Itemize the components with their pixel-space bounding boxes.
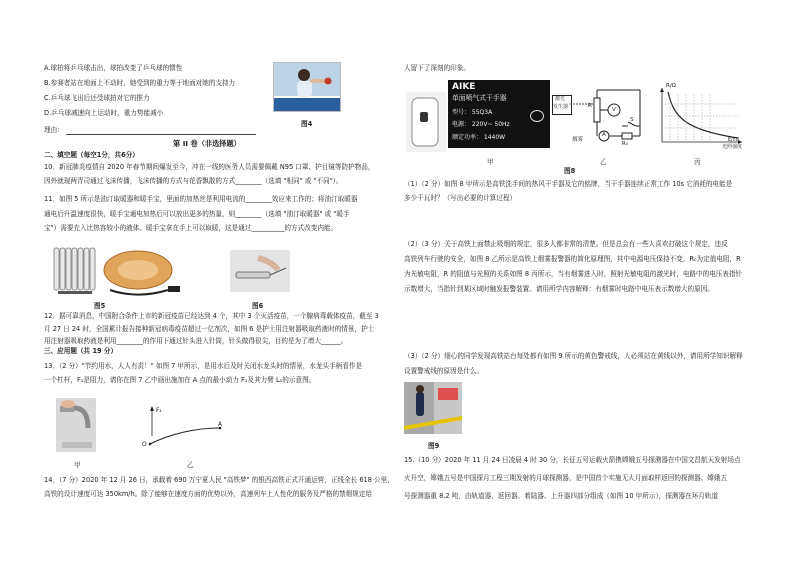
subq2-line-2: 高铁列车行驶的安全，如图 8 乙所示是高铁上烟雾报警器的简化原理图，其中电源电压保持不变，R₀为定值电阻，R — [404, 255, 741, 263]
figure-6-caption: 图6 — [252, 302, 264, 310]
part-2-title: 第 II 卷（非选择题） — [173, 139, 241, 148]
q11-line-2: 通电后升温速度很快，暖手宝通电加热后可以放出更多的热量，则________（选填 "油汀取暖器" 或 "暖手 — [44, 210, 350, 218]
figure-5-caption: 图5 — [94, 302, 106, 310]
voltmeter-label: V — [612, 107, 616, 113]
smoke-label: 烟雾 — [572, 137, 584, 143]
power-line: 额定功率： 1440W — [452, 134, 506, 141]
q11-line-1: 11．如图 5 所示是油汀取暖器和暖手宝，里面的加热丝是利用电流的________效应来工作的；将油汀取暖器 — [44, 195, 358, 203]
subq1-line-2: 多少千瓦时？（写出必要的计算过程） — [404, 194, 517, 202]
point-a-label: A — [218, 421, 223, 428]
q10-line-1: 10．新冠肺炎疫情自 2020 年春节期间爆发至今，冲在一线的医务人员需要佩戴 N95 口罩、护目镜等防护物品， — [44, 163, 375, 171]
reason-label: 理由： — [44, 126, 64, 134]
section-3-heading: 三、应用题（共 19 分） — [44, 347, 118, 355]
device-name: 单面喷气式干手器 — [452, 94, 507, 102]
voltage-line: 电源： 220V~ 50Hz — [452, 121, 510, 128]
generator-label: 发生器 — [553, 104, 569, 110]
option-c: C.乒乓球飞出后还受球拍对它的推力 — [44, 94, 150, 102]
q15-line-2: 火升空，嫦娥五号是中国探月工程三期发射的月球探测器，是中国首个实施无人月面取样返回的探测器。嫦娥五 — [404, 474, 728, 482]
hand-dryer-photo — [406, 92, 446, 152]
subq2-line-1: （2）（3 分）关于高铁上面禁止吸烟的规定，很多人都非常的清楚。但是总会有一些人喜欢打破这个规定，违反 — [404, 240, 728, 248]
faucet-photo — [56, 398, 96, 452]
option-a: A.球拍将乒乓球击出，球拍改变了乒乓球的惯性 — [44, 64, 183, 72]
section-2-heading: 二、填空题（每空1分，共6分） — [44, 151, 139, 159]
force-f1-label: F₁ — [156, 407, 162, 414]
q14-line-2: 高铁的设计速度可达 350km/h。除了能够在速度方面的优势以外，高速列车上人性化的服务及严格的禁烟规定给 — [44, 490, 373, 498]
graph-x-axis-label: 光照强度 — [722, 144, 743, 150]
ammeter-label: A — [602, 132, 606, 138]
brand-label: AIKE — [452, 82, 476, 92]
subq2-line-4: 示数增大，当指针到某区域时触发报警装置。请用所学内容解释：有烟雾时电路中电压表示数增大的原因。 — [404, 285, 714, 293]
q15-line-3: 号探测器重 8.2 吨，由轨道器、返回器、着陆器、上升器四部分组成（如图 10 甲所示），探测器在环月轨道 — [404, 492, 719, 500]
graph-x-axis-unit: E/cd — [728, 137, 739, 143]
figure-7-yi-label: 乙 — [187, 461, 194, 469]
oil-heater-image — [52, 242, 100, 296]
figure-8-caption: 图8 — [564, 167, 576, 175]
subq2-line-3: 为光敏电阻，R 的阻值与光照的关系如图 8 丙所示，当有烟雾进入时，照射光敏电阻的激光时，电路中的电压表指针 — [404, 270, 743, 278]
subq3-line-2: 设置警戒线的原因是什么。 — [404, 367, 484, 375]
resistor-r-label: R — [588, 103, 592, 109]
platform-warning-line-photo — [404, 382, 462, 434]
figure-8-yi-label: 乙 — [600, 158, 607, 166]
q10-line-2: 因外就现两青司通过飞沫传播，飞沫传播的方式与花香飘散的方式________（选填 "相同" 或 "不同"）。 — [44, 177, 343, 185]
subq1-line-1: （1）（2 分）如图 8 甲所示是高铁洗手间的热风干手器及它的铭牌，当干手器连续正常工作 10s 它消耗的电能是 — [404, 180, 733, 188]
q12-line-1: 12．据可靠消息，中国附合条件上市的新冠疫苗已经达到 4 个，其中 3 个灭活疫苗，一个腺病毒载体疫苗，截至 3 — [44, 312, 379, 320]
q14-line-1: 14．（7 分）2020 年 12 月 26 日，承载着 690 万宁夏人民 "高铁梦" 的银西高铁正式开通运营，正线全长 618 公里， — [44, 476, 394, 484]
q13-line-2: 一个杠杆，F₁是阻力，请你在图 7 乙中画出施加在 A 点的最小动力 F₁及其力臂 L₁的示意图。 — [44, 376, 316, 384]
q15-line-1: 15.（10 分）2020 年 11 月 24 日凌晨 4 时 30 分，长征五号运载火箭携嫦娥五号探测器在中国文昌航天发射场点 — [404, 456, 741, 464]
figure-8-jia-label: 甲 — [487, 158, 494, 166]
graph-y-axis-label: R/Ω — [666, 83, 676, 89]
q13-line-1: 13．（2 分）"节约用水，人人有责！" 如图 7 甲所示，是用水后及时关闭水龙头时的情景，水龙头手柄看作是 — [44, 362, 363, 370]
subq3-line-1: （3）（2 分）细心的同学发现高铁站台每处都有如图 9 所示的黄色警戒线，人必须站在黄线以外，请用所学知识解释 — [404, 352, 743, 360]
q12-line-3: 用注射器吸取药液是利用________的作用下通过针头进入针筒，针头做得很尖，目的是为了增大______。 — [44, 337, 348, 345]
figure-4-caption: 图4 — [301, 120, 313, 128]
option-d: D.乒乓球减速向上运动时，重力势能减小 — [44, 109, 164, 117]
nameplate — [448, 80, 550, 148]
figure-9-caption: 图9 — [428, 442, 440, 450]
q12-line-2: 月 27 日 24 时，全国累计报告接种新冠病毒疫苗超过一亿剂次，如图 6 是护士用注射器吸取药液时的情景，护士 — [44, 325, 375, 333]
certification-badge — [530, 110, 544, 122]
figure-7-jia-label: 甲 — [74, 461, 81, 469]
resistor-r0-label: R₀ — [622, 141, 629, 147]
q11-line-3: 宝"）需要充入比热容较小的液体。暖手宝拿在手上可以取暖，这是通过__________的方式改变内能。 — [44, 224, 338, 232]
figure-8-bing-label: 丙 — [694, 158, 701, 166]
switch-s-label: S — [630, 117, 634, 123]
hand-warmer-image — [98, 246, 184, 298]
syringe-image — [230, 250, 290, 292]
circuit-diagram — [552, 84, 646, 146]
option-b: B.参赛者站在地面上不动时，她受到的重力等于地面对她的支持力 — [44, 79, 236, 87]
reason-underline — [66, 134, 256, 135]
model-line: 型号： 55Q3A — [452, 109, 493, 116]
pivot-o-label: O — [142, 441, 147, 448]
continued-text: 人留下了深刻的印象。 — [404, 64, 470, 72]
table-tennis-photo — [273, 62, 341, 112]
laser-label: 激光 — [555, 96, 566, 102]
